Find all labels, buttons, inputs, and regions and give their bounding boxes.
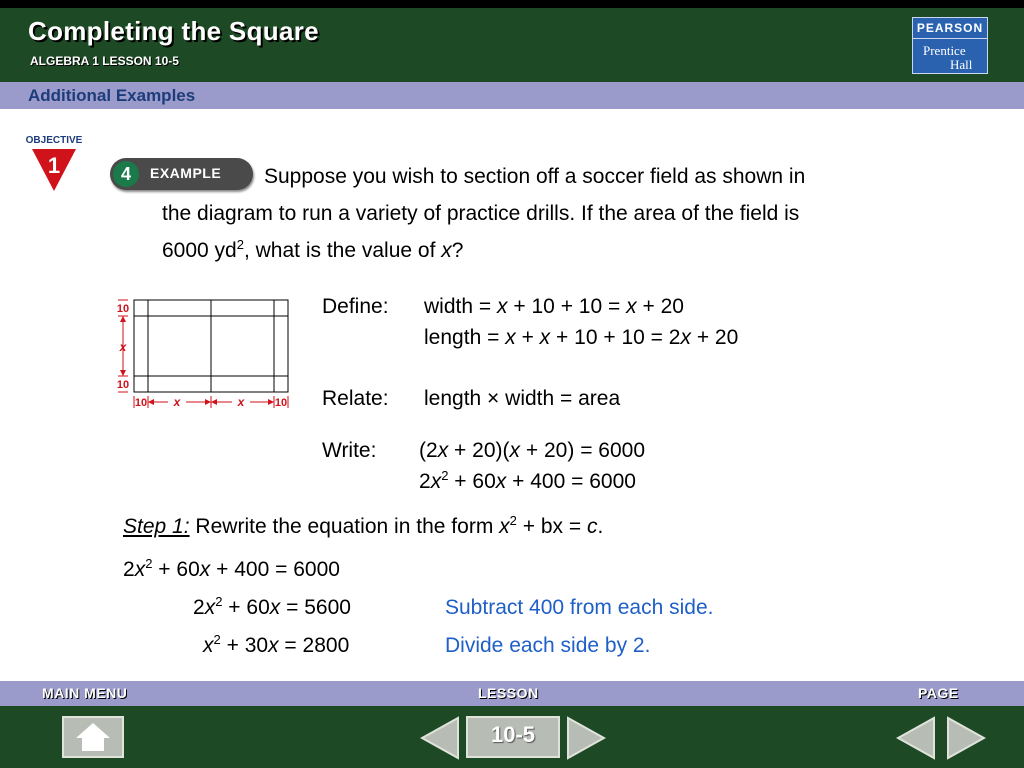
relate-equation: length × width = area — [424, 387, 621, 410]
write-equation-2: $2x^2 + 60x + 400 = 6000$ — [419, 468, 636, 493]
objective-label: OBJECTIVE — [25, 135, 83, 146]
lesson-next-button[interactable] — [566, 716, 606, 760]
home-icon — [64, 718, 122, 756]
problem-line-3: 6000 $yd^2$, what is the value of x? — [162, 237, 464, 262]
publisher-logo — [912, 17, 988, 74]
problem-line-1: Suppose you wish to section off a soccer field as shown in — [264, 165, 806, 188]
step-1-text: Rewrite the equation in the form $x^2$ + bx = c. — [195, 513, 604, 538]
define-label: Define: — [322, 295, 389, 318]
work-note-2: Subtract 400 from each side. — [445, 596, 714, 619]
diagram-left-label: 10 — [116, 379, 130, 391]
define-length-equation: length = x + x + 10 + 10 = 2x + 20 — [424, 326, 739, 349]
write-label: Write: — [322, 439, 377, 462]
header — [0, 8, 1024, 82]
diagram-bottom-label: 10 — [274, 397, 288, 409]
main-menu-label: MAIN MENU — [42, 685, 128, 701]
write-equation-1: (2x + 20)(x + 20) = 6000 — [419, 439, 646, 462]
page-label: PAGE — [918, 685, 959, 701]
section-bar — [0, 82, 1024, 109]
step-1-instruction — [123, 515, 603, 539]
logo-line-1: PEARSON — [913, 21, 987, 39]
soccer-field-diagram — [110, 293, 295, 413]
top-border — [0, 0, 1024, 8]
work-line-2: $2x^2 + 60x = 5600$ — [193, 594, 351, 619]
example-label: EXAMPLE — [150, 165, 222, 181]
define-width-equation: width = x + 10 + 10 = x + 20 — [424, 295, 684, 318]
page-next-button[interactable] — [946, 716, 986, 760]
work-line-3: $x^2 + 30x = 2800$ — [203, 632, 350, 657]
example-badge — [110, 158, 253, 190]
lesson-prev-button[interactable] — [420, 716, 460, 760]
logo-line-3: Hall — [950, 57, 973, 72]
lesson-label: LESSON — [478, 685, 539, 701]
page-prev-button[interactable] — [896, 716, 936, 760]
diagram-bottom-label: 10 — [134, 397, 148, 409]
objective-badge — [22, 135, 86, 193]
work-line-1: $2x^2 + 60x + 400 = 6000$ — [123, 556, 340, 581]
relate-label: Relate: — [322, 387, 389, 410]
section-title: Additional Examples — [28, 86, 196, 105]
example-number: 4 — [113, 161, 139, 187]
objective-number: 1 — [47, 153, 61, 178]
problem-line-2: the diagram to run a variety of practice drills. If the area of the field is — [162, 202, 800, 225]
diagram-left-label: 10 — [116, 303, 130, 315]
lesson-subtitle: ALGEBRA 1 LESSON 10-5 — [30, 54, 179, 68]
diagram-bottom-label: x — [237, 395, 245, 409]
page-title: Completing the Square — [28, 16, 319, 46]
diagram-left-label: x — [119, 340, 127, 354]
diagram-bottom-label: x — [173, 395, 181, 409]
logo-line-2: Prentice — [923, 43, 966, 58]
objective-triangle-icon — [22, 135, 86, 193]
lesson-number-button[interactable]: 10-5 — [466, 716, 560, 758]
main-menu-button[interactable] — [62, 716, 124, 758]
work-note-3: Divide each side by 2. — [445, 634, 651, 657]
step-1-label: Step 1: — [123, 515, 190, 538]
